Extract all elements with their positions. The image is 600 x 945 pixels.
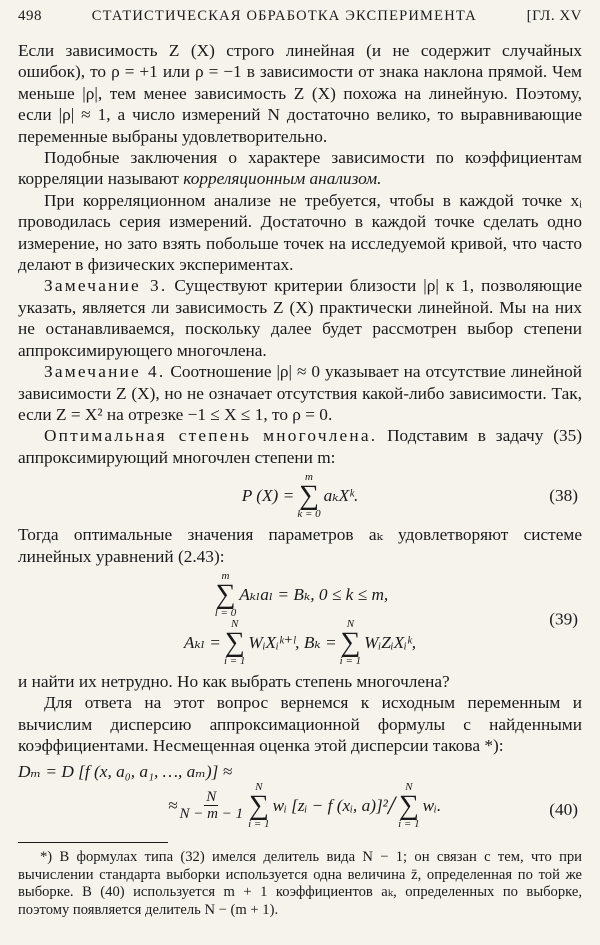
sigma-icon: ∑: [340, 626, 361, 658]
eq40-approx: ≈: [168, 796, 178, 816]
eq39-line1-text: Aₖₗaₗ = Bₖ, 0 ≤ k ≤ m,: [239, 585, 389, 605]
sum-symbol: [215, 571, 236, 619]
eq39-line-2: [18, 619, 582, 667]
eq39-B-rhs: WᵢZᵢXᵢᵏ,: [364, 633, 417, 653]
remark-3-label: Замечание 3.: [44, 276, 168, 296]
paragraph-text: Подобные заключения о характере зависимости по коэффициентам корреляции называют: [18, 148, 582, 189]
paragraph-linear-dependence: Если зависимость Z (X) строго линейная (и не содержит случайных ошибок), то ρ = +1 или ρ = −1 в зависимости от знака наклона прямой. Чем меньше |ρ|, тем менее зависимость Z (X) похожа на линейную. Поэтому, если |ρ| ≈ 1, а число измерений N достаточно велико, то выравнивающие переменные выбраны удовлетворительно.: [18, 41, 582, 146]
equation-number: (38): [549, 486, 578, 506]
sum-symbol: [340, 619, 361, 667]
eq39-A-lhs: Aₖₗ =: [183, 633, 221, 653]
fraction-denominator: N − m − 1: [179, 806, 244, 823]
sigma-icon: ∑: [248, 789, 269, 821]
equation-38: [18, 472, 582, 520]
sum-lower-limit: i = 1: [223, 654, 246, 667]
paragraph-optimal-params: Тогда оптимальные значения параметров aₖ удовлетворяют системе линейных уравнений (2.43):: [18, 525, 582, 566]
sum-upper-limit: N: [405, 780, 413, 793]
paragraph-remark-4: [18, 361, 582, 425]
sum-lower-limit: i = 1: [398, 817, 420, 830]
running-title: СТАТИСТИЧЕСКАЯ ОБРАБОТКА ЭКСПЕРИМЕНТА: [91, 8, 477, 24]
sigma-icon: ∑: [298, 480, 319, 512]
eq40-body: wᵢ [zᵢ − f (xᵢ, a)]²: [272, 796, 388, 816]
eq40-line1-text: Dₘ = D [f (x, a₀, a₁, …, aₘ)] ≈: [18, 761, 233, 781]
eq40-tail: wᵢ.: [422, 796, 442, 816]
sum-lower-limit: i = 1: [248, 817, 270, 830]
eq40-fraction: [180, 789, 244, 823]
equation-39: [18, 571, 582, 667]
sum-lower-limit: k = 0: [297, 508, 321, 521]
paragraph-remark-3: [18, 275, 582, 361]
footnote-text: *) В формулах типа (32) имелся делитель вида N − 1; он связан с тем, что при вычислении стандарта выборки используется одна величина z̄, определенная по той же выборке. В (40) используется m + 1 коэффициентов aₖ, определенных по выборке, поэтому появляется делитель N − (m + 1).: [18, 848, 582, 918]
fraction-numerator: N: [206, 788, 217, 805]
paragraph-measurements: При корреляционном анализе не требуется, чтобы в каждой точке xᵢ проводилась серия измерений. Достаточно в каждой точке сделать одно измерение, но зато взять побольше точек на исследуемой кривой, что часто делают в физических экспериментах.: [18, 190, 582, 275]
sum-symbol: [297, 472, 320, 520]
paragraph-correlation-analysis: [18, 147, 582, 190]
sum-upper-limit: m: [221, 569, 230, 582]
paragraph-text: Существуют критерии близости |ρ| к 1, позволяющие указать, является ли зависимость Z (X) практически линейной. Мы на них не останавливаемся, поскольку далее будет рассмотрен выбор степени аппроксимирующего многочлена.: [18, 276, 582, 360]
sum-upper-limit: m: [304, 471, 313, 484]
sum-upper-limit: N: [231, 617, 239, 630]
eq39-A-rhs: WᵢXᵢᵏ⁺ˡ, Bₖ =: [248, 633, 337, 653]
eq39-line-1: [18, 571, 582, 619]
equation-number: (40): [549, 799, 578, 819]
eq40-slash: /: [387, 791, 396, 821]
eq40-line-2: [18, 782, 582, 830]
footnote: [18, 849, 582, 919]
paragraph-how-choose: и найти их нетрудно. Но как выбрать степень многочлена?: [18, 671, 450, 691]
remark-4-label: Замечание 4.: [44, 362, 166, 382]
equation-40: [18, 761, 582, 830]
chapter-label: [ГЛ. XV: [526, 8, 582, 24]
sigma-icon: ∑: [224, 626, 245, 658]
sigma-icon: ∑: [215, 578, 236, 610]
footnote-divider: [18, 842, 168, 843]
eq38-lhs: P (X) =: [241, 486, 295, 506]
paragraph-text: Соотношение |ρ| ≈ 0 указывает на отсутствие линейной зависимости Z (X), но не означает отсутствия какой-либо зависимости. Так, если Z = X² на отрезке −1 ≤ X ≤ 1, то ρ = 0.: [18, 362, 582, 424]
sigma-icon: ∑: [398, 789, 419, 821]
section-label: Оптимальная степень многочлена.: [44, 426, 378, 446]
sum-upper-limit: N: [255, 780, 263, 793]
sum-upper-limit: N: [346, 617, 355, 630]
page-header: [18, 8, 582, 30]
paragraph-variance: Для ответа на этот вопрос вернемся к исходным переменным и вычислим дисперсию аппроксимационной формулы с найденными коэффициентами. Несмещенная оценка этой дисперсии такова *):: [18, 693, 582, 756]
page-number: 498: [18, 8, 42, 24]
sum-symbol: [224, 619, 245, 667]
sum-symbol: [398, 782, 419, 830]
paragraph-optimal-degree: [18, 425, 582, 468]
italic-term: корреляционным анализом.: [183, 169, 382, 189]
eq40-line-1: [18, 761, 582, 782]
sum-lower-limit: l = 0: [214, 606, 237, 619]
sum-symbol: [248, 782, 269, 830]
main-text: [18, 40, 582, 830]
paragraph-text: Подставим в задачу (35) аппроксимирующий многочлен степени m:: [18, 426, 582, 467]
eq38-rhs: aₖXᵏ.: [323, 486, 359, 506]
sum-lower-limit: i = 1: [339, 654, 362, 667]
equation-number: (39): [549, 609, 578, 629]
